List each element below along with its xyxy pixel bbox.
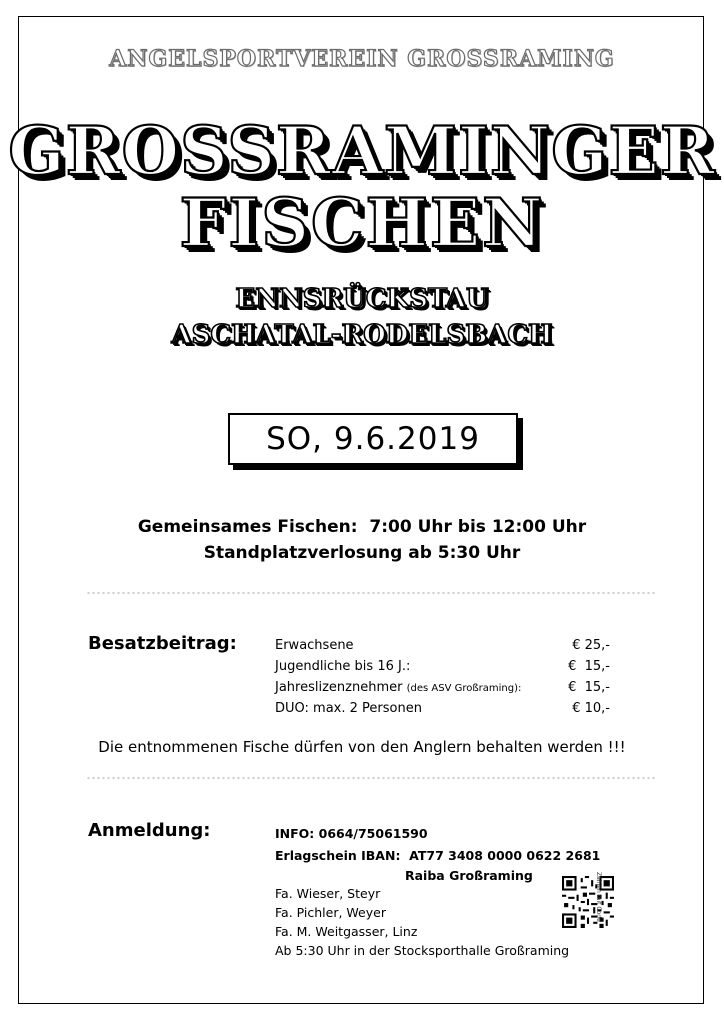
- fee-label-note: (des ASV Großraming):: [406, 683, 522, 694]
- shop-line: Ab 5:30 Uhr in der Stocksporthalle Großraming: [275, 943, 570, 958]
- fee-row: [275, 638, 610, 658]
- iban-line: Erlagschein IBAN: AT77 3408 0000 0622 2681: [275, 848, 601, 863]
- info-phone: INFO: 0664/75061590: [275, 826, 428, 841]
- fee-label: [275, 680, 521, 695]
- fee-price: € 10,-: [572, 701, 610, 716]
- fee-price: € 15,-: [568, 680, 610, 695]
- shop-line: Fa. Pichler, Weyer: [275, 905, 386, 920]
- shop-line: Fa. M. Weitgasser, Linz: [275, 924, 418, 939]
- fee-label: DUO: max. 2 Personen: [275, 701, 422, 716]
- fee-price: € 25,-: [572, 638, 610, 653]
- fee-label: Jugendliche bis 16 J.:: [275, 659, 411, 674]
- catch-note: Die entnommenen Fische dürfen von den Anglern behalten werden !!!: [98, 738, 626, 756]
- fishing-time: Gemeinsames Fischen: 7:00 Uhr bis 12:00 Uhr: [137, 517, 587, 537]
- fee-label: Erwachsene: [275, 638, 354, 653]
- club-name: ANGELSPORTVEREIN GROSSRAMING: [109, 46, 615, 72]
- location-line-1: ENNSRÜCKSTAU: [235, 284, 489, 314]
- fee-row: [275, 659, 610, 679]
- divider-top: [86, 591, 656, 595]
- headline-line-2: FISCHEN: [179, 184, 545, 262]
- event-date: SO, 9.6.2019: [266, 421, 480, 457]
- divider-bottom: [86, 776, 656, 780]
- bank-name: Raiba Großraming: [405, 868, 533, 883]
- event-date-box: [228, 413, 518, 465]
- fee-row: [275, 701, 610, 721]
- shop-line: Fa. Wieser, Steyr: [275, 886, 381, 901]
- fee-price: € 15,-: [568, 659, 610, 674]
- fee-section-title: Besatzbeitrag:: [88, 633, 237, 654]
- payment-qr-code: [562, 876, 614, 928]
- draw-time: Standplatzverlosung ab 5:30 Uhr: [203, 543, 521, 563]
- headline-line-1: GROSSRAMINGER: [8, 112, 716, 190]
- qr-caption: Zahlen mit Code: [595, 872, 602, 922]
- fee-row: [275, 680, 610, 700]
- fee-label-main: Jahreslizenznehmer: [275, 680, 407, 695]
- registration-title: Anmeldung:: [88, 820, 211, 841]
- location-line-2: ASCHATAL-RODELSBACH: [171, 320, 553, 350]
